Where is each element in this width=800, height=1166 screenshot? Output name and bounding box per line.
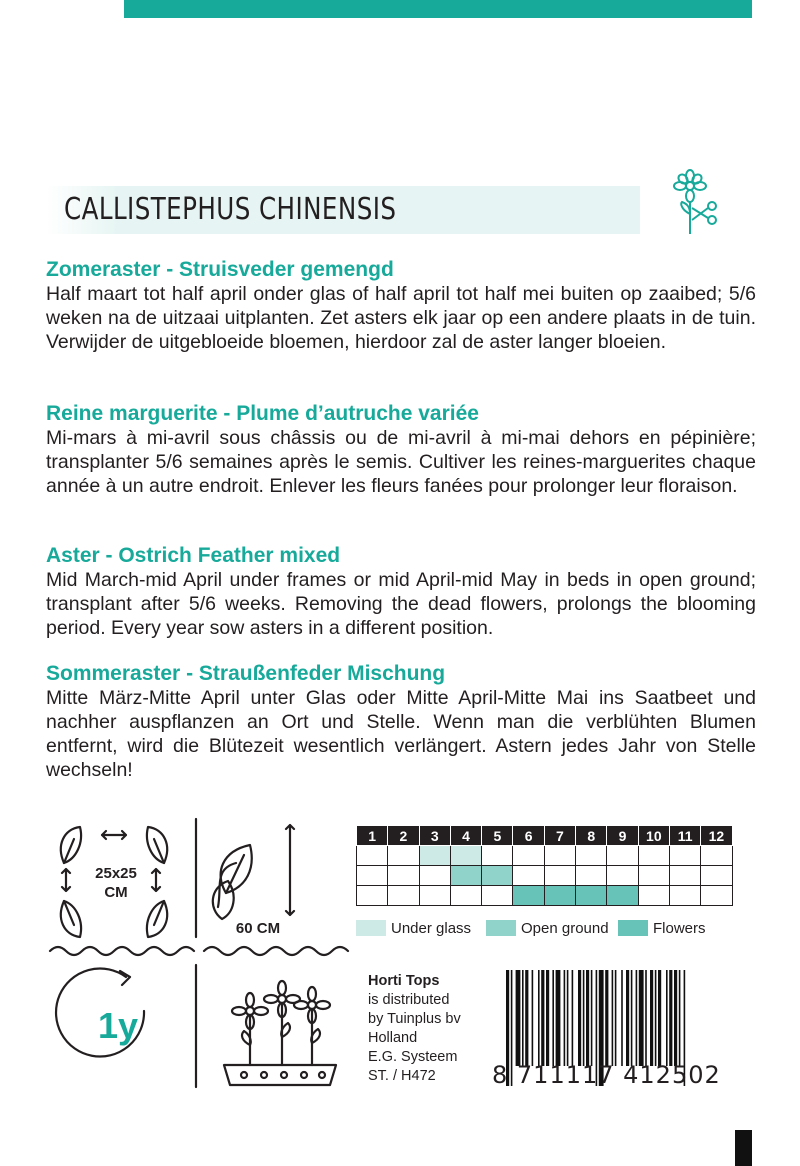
month-12: 12 (701, 826, 732, 846)
barcode-bar (578, 970, 581, 1066)
calendar-cell (701, 886, 732, 906)
month-2: 2 (388, 826, 419, 846)
month-8: 8 (576, 826, 607, 846)
barcode-bar (572, 970, 574, 1066)
barcode-bar (586, 970, 589, 1066)
distributor-info (368, 972, 461, 1086)
calendar-cell (450, 866, 481, 886)
legend-swatch-under-glass (356, 920, 386, 936)
barcode-bar (567, 970, 569, 1066)
section-body: Half maart tot half april onder glas of half april tot half mei buiten op zaaibed; 5/6 weken na de uitzaai uitplanten. Zet asters elk jaar op een andere plaats in de tuin. Verwijder de uitgebloeide bloemen, hierdoor zal de aster langer bloeien. (46, 283, 756, 353)
calendar-cell (388, 866, 419, 886)
barcode-bar (532, 970, 534, 1066)
barcode-bar (655, 970, 657, 1066)
calendar-cell (482, 866, 513, 886)
calendar-cell (669, 846, 700, 866)
legend-swatch-open-ground (486, 920, 516, 936)
month-1: 1 (357, 826, 388, 846)
section-body: Mitte März-Mitte April unter Glas oder Mitte April-Mitte Mai ins Saatbeet und nachher auspflanzen an Ort und Stelle. Wenn man die verblühten Blumen entfernt, wird die Blütezeit wesentlich verlängert. Astern jedes Jahr von Stelle wechseln! (46, 687, 756, 781)
section-german (46, 662, 756, 782)
barcode-bar (679, 970, 681, 1066)
barcode-bar (525, 970, 528, 1066)
calendar-cell (638, 846, 669, 866)
barcode-bar (650, 970, 653, 1066)
barcode-bar (621, 970, 623, 1066)
lifecycle-label: 1y (97, 1005, 139, 1046)
calendar-cell (482, 886, 513, 906)
barcode-bar (605, 970, 608, 1066)
calendar-cell (419, 846, 450, 866)
calendar-cell (544, 846, 575, 866)
calendar-cell (669, 866, 700, 886)
calendar-cell (388, 886, 419, 906)
calendar-cell (419, 866, 450, 886)
month-6: 6 (513, 826, 544, 846)
sowing-calendar (356, 825, 733, 906)
barcode-bar (552, 970, 554, 1066)
calendar-cell (576, 866, 607, 886)
cut-mark (735, 1130, 752, 1166)
month-3: 3 (419, 826, 450, 846)
barcode-bar (516, 970, 521, 1066)
barcode-bar (538, 970, 540, 1066)
growing-info-icons (46, 815, 356, 1090)
legend-open-ground: Open ground (521, 920, 609, 937)
spacing-text-2: CM (104, 884, 128, 901)
section-dutch (46, 258, 756, 354)
barcode-bar (636, 970, 638, 1066)
barcode-bar (564, 970, 566, 1066)
calendar-cell (576, 886, 607, 906)
calendar-cell (607, 846, 638, 866)
spacing-text-1: 25x25 (95, 865, 137, 882)
month-10: 10 (638, 826, 669, 846)
legend-swatch-flowers (618, 920, 648, 936)
distributor-line: E.G. Systeem (368, 1049, 458, 1065)
month-header-row (357, 826, 733, 846)
calendar-cell (357, 846, 388, 866)
barcode-bar (522, 970, 524, 1066)
calendar-row-open-ground (357, 866, 733, 886)
barcode-bar (583, 970, 585, 1066)
calendar-row-flowers (357, 886, 733, 906)
distributor-line: is distributed (368, 992, 450, 1008)
legend-flowers: Flowers (653, 920, 706, 937)
barcode-bar (626, 970, 629, 1066)
month-7: 7 (544, 826, 575, 846)
section-body: Mid March-mid April under frames or mid April-mid May in beds in open ground; transplant after 5/6 weeks. Removing the dead flowers, prolongs the blooming period. Every year sow asters in a different position. (46, 569, 756, 639)
section-heading: Aster - Ostrich Feather mixed (46, 544, 341, 567)
distributor-line: Holland (368, 1030, 418, 1046)
section-english (46, 544, 756, 640)
calendar-cell (669, 886, 700, 906)
calendar-cell (357, 886, 388, 906)
barcode-bar (612, 970, 614, 1066)
barcode-bar (615, 970, 617, 1066)
latin-name: CALLISTEPHUS CHINENSIS (64, 192, 397, 227)
distributor-line: by Tuinplus bv (368, 1011, 461, 1027)
barcode-bar (669, 970, 672, 1066)
section-heading: Sommeraster - Straußenfeder Mischung (46, 662, 446, 685)
calendar-cell (607, 886, 638, 906)
barcode-bar (658, 970, 661, 1066)
calendar-cell (513, 846, 544, 866)
calendar-cell (701, 866, 732, 886)
barcode-bar (674, 970, 677, 1066)
calendar-cell (576, 846, 607, 866)
barcode-bar (639, 970, 644, 1066)
calendar-cell (513, 866, 544, 886)
barcode-bar (666, 970, 668, 1066)
barcode-bar (541, 970, 544, 1066)
legend-under-glass: Under glass (391, 920, 472, 937)
calendar-cell (388, 846, 419, 866)
barcode-bar (631, 970, 633, 1066)
section-heading: Reine marguerite - Plume d’autruche variée (46, 402, 479, 425)
calendar-cell (419, 886, 450, 906)
calendar-cell (607, 866, 638, 886)
calendar-cell (450, 846, 481, 866)
brand-name: Horti Tops (368, 973, 440, 989)
barcode-bar (546, 970, 549, 1066)
calendar-cell (450, 886, 481, 906)
calendar-cell (638, 866, 669, 886)
barcode-bar (556, 970, 561, 1066)
calendar-cell (357, 866, 388, 886)
month-4: 4 (450, 826, 481, 846)
flower-scissors-icon (668, 168, 728, 238)
calendar-cell (544, 886, 575, 906)
calendar-row-under-glass (357, 846, 733, 866)
calendar-cell (638, 886, 669, 906)
section-french (46, 402, 756, 498)
calendar-cell (544, 866, 575, 886)
top-accent-bar (124, 0, 752, 18)
calendar-cell (513, 886, 544, 906)
section-body: Mi-mars à mi-avril sous châssis ou de mi-avril à mi-mai dehors en pépinière; transplanter 5/6 semaines après le semis. Cultiver les reines-marguerites chaque année à un autre endroit. Enlever les fleurs fanées pour prolonger leur floraison. (46, 427, 756, 497)
section-heading: Zomeraster - Struisveder gemengd (46, 258, 394, 281)
barcode-bar (591, 970, 593, 1066)
barcode-number: 8 711117 412502 (492, 1061, 721, 1089)
month-11: 11 (669, 826, 700, 846)
calendar-legend (356, 918, 756, 942)
calendar-cell (701, 846, 732, 866)
height-label: 60 CM (235, 920, 281, 937)
calendar-cell (482, 846, 513, 866)
distributor-line: ST. / H472 (368, 1068, 436, 1084)
calendar-body (357, 846, 733, 906)
month-5: 5 (482, 826, 513, 846)
month-9: 9 (607, 826, 638, 846)
barcode-bar (645, 970, 647, 1066)
